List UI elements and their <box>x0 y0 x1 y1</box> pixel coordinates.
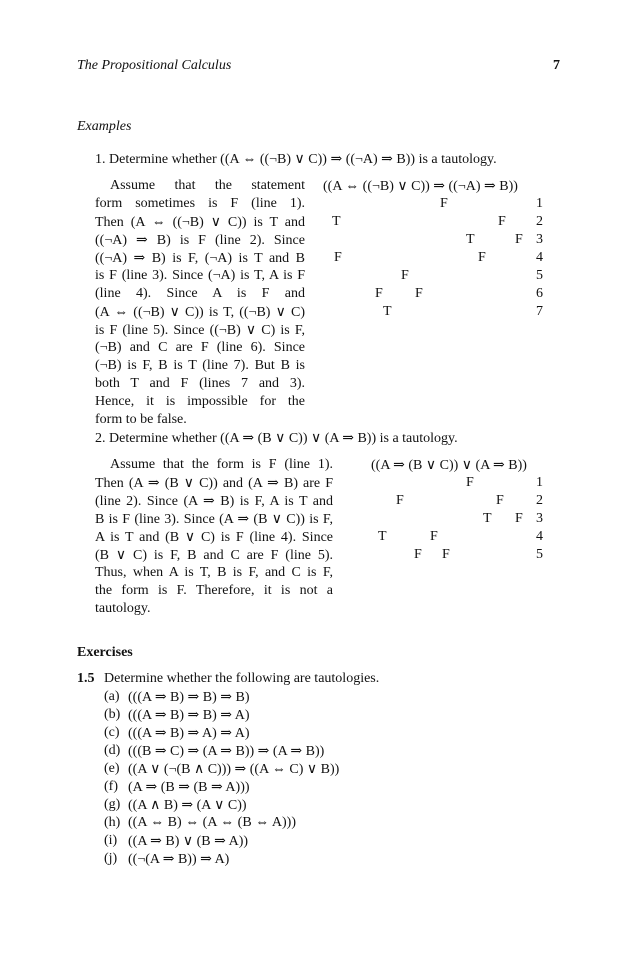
example2-line: Then (A ⇒ (B ∨ C)) and (A ⇒ B) are F <box>95 476 333 491</box>
exercise-item-formula: ((A ⇔ B) ⇔ (A ⇔ (B ⇔ A))) <box>128 815 296 830</box>
table-value: T <box>383 304 392 319</box>
example2-line: Assume that the form is F (line 1). <box>110 457 333 472</box>
exercise-item-label: (d) <box>104 743 121 758</box>
line-number: 6 <box>536 286 543 301</box>
exercise-number: 1.5 <box>77 671 95 686</box>
line-number: 2 <box>536 214 543 229</box>
exercise-item-formula: ((A ∧ B) ⇒ (A ∨ C)) <box>128 798 247 813</box>
exercise-item-formula: (((B ⇒ C) ⇒ (A ⇒ B)) ⇒ (A ⇒ B)) <box>128 744 325 759</box>
table-value: T <box>378 529 387 544</box>
line-number: 5 <box>536 547 543 562</box>
exercise-item-formula: (((A ⇒ B) ⇒ B) ⇒ A) <box>128 708 250 723</box>
table-value: F <box>515 232 523 247</box>
example1-line: (¬B) and C are F (line 6). Since <box>95 340 305 355</box>
exercises-heading: Exercises <box>77 645 133 660</box>
example1-question: 1. Determine whether ((A ⇔ ((¬B) ∨ C)) ⇒ ((¬A) ⇒ B)) is a tautology. <box>95 152 497 167</box>
example2-line: (line 2). Since (A ⇒ B) is F, A is T and <box>95 494 333 509</box>
exercise-item-label: (a) <box>104 689 120 704</box>
example1-line: (A ⇔ ((¬B) ∨ C)) is T, ((¬B) ∨ C) <box>95 305 305 320</box>
exercise-item-formula: ((A ⇒ B) ∨ (B ⇒ A)) <box>128 834 249 849</box>
table-value: F <box>396 493 404 508</box>
table-value: F <box>496 493 504 508</box>
table-value: F <box>334 250 342 265</box>
example2-line: B is F (line 3). Since (A ⇒ (B ∨ C)) is F, <box>95 512 333 527</box>
exercise-prompt: Determine whether the following are tautologies. <box>104 671 380 686</box>
table-value: F <box>440 196 448 211</box>
example2-question: 2. Determine whether ((A ⇒ (B ∨ C)) ∨ (A ⇒ B)) is a tautology. <box>95 431 458 446</box>
table-value: F <box>430 529 438 544</box>
example1-line: ((¬A) ⇒ B) is F (line 2). Since <box>95 233 305 248</box>
example2-line: Thus, when A is T, B is F, and C is F, <box>95 565 333 580</box>
table-formula: ((A ⇒ (B ∨ C)) ∨ (A ⇒ B)) <box>371 458 527 473</box>
exercise-item-label: (g) <box>104 797 121 812</box>
table-value: F <box>375 286 383 301</box>
line-number: 1 <box>536 196 543 211</box>
line-number: 1 <box>536 475 543 490</box>
exercise-item-label: (b) <box>104 707 121 722</box>
table-value: F <box>414 547 422 562</box>
example1-line: ((¬A) ⇒ B) is F, (¬A) is T and B <box>95 251 305 266</box>
exercise-item-formula: (((A ⇒ B) ⇒ B) ⇒ B) <box>128 690 250 705</box>
table-value: F <box>498 214 506 229</box>
exercise-item-label: (c) <box>104 725 120 740</box>
example1-line: is F (line 5). Since ((¬B) ∨ C) is F, <box>95 323 305 338</box>
exercise-item-label: (j) <box>104 851 118 866</box>
line-number: 3 <box>536 232 543 247</box>
table-value: F <box>415 286 423 301</box>
example2-line: tautology. <box>95 601 151 616</box>
table-value: F <box>466 475 474 490</box>
running-title: The Propositional Calculus <box>77 58 232 73</box>
exercise-item-formula: (((A ⇒ B) ⇒ A) ⇒ A) <box>128 726 250 741</box>
example1-line: Assume that the statement <box>110 178 305 193</box>
table-value: F <box>515 511 523 526</box>
example1-line: both T and F (lines 7 and 3). <box>95 376 305 391</box>
example1-line: is F (line 3). Since (¬A) is T, A is F <box>95 268 305 283</box>
line-number: 2 <box>536 493 543 508</box>
table-formula: ((A ⇔ ((¬B) ∨ C)) ⇒ ((¬A) ⇒ B)) <box>323 179 518 194</box>
line-number: 5 <box>536 268 543 283</box>
line-number: 7 <box>536 304 543 319</box>
line-number: 3 <box>536 511 543 526</box>
table-value: F <box>478 250 486 265</box>
exercise-item-label: (f) <box>104 779 118 794</box>
examples-heading: Examples <box>77 119 132 134</box>
example1-line: Then (A ⇔ ((¬B) ∨ C)) is T and <box>95 215 305 230</box>
table-value: F <box>401 268 409 283</box>
exercise-item-label: (i) <box>104 833 118 848</box>
exercise-item-formula: ((¬(A ⇒ B)) ⇒ A) <box>128 852 230 867</box>
exercise-item-label: (h) <box>104 815 121 830</box>
exercise-item-formula: ((A ∨ (¬(B ∧ C))) ⇒ ((A ⇔ C) ∨ B)) <box>128 762 340 777</box>
example2-line: the form is F. Therefore, it is not a <box>95 583 333 598</box>
example1-line: (¬B) is F, B is T (line 7). But B is <box>95 358 305 373</box>
table-value: F <box>442 547 450 562</box>
example2-line: A is T and (B ∨ C) is F (line 4). Since <box>95 530 333 545</box>
page-number: 7 <box>553 58 560 73</box>
line-number: 4 <box>536 529 543 544</box>
example1-line: Hence, it is impossible for the <box>95 394 305 409</box>
table-value: T <box>332 214 341 229</box>
exercise-item-label: (e) <box>104 761 120 776</box>
exercise-item-formula: (A ⇒ (B ⇒ (B ⇒ A))) <box>128 780 250 795</box>
line-number: 4 <box>536 250 543 265</box>
example1-line: (line 4). Since A is F and <box>95 286 305 301</box>
example1-line: form sometimes is F (line 1). <box>95 196 305 211</box>
table-value: T <box>466 232 475 247</box>
example2-line: (B ∨ C) is F, B and C are F (line 5). <box>95 548 333 563</box>
table-value: T <box>483 511 492 526</box>
example1-line: form to be false. <box>95 412 187 427</box>
